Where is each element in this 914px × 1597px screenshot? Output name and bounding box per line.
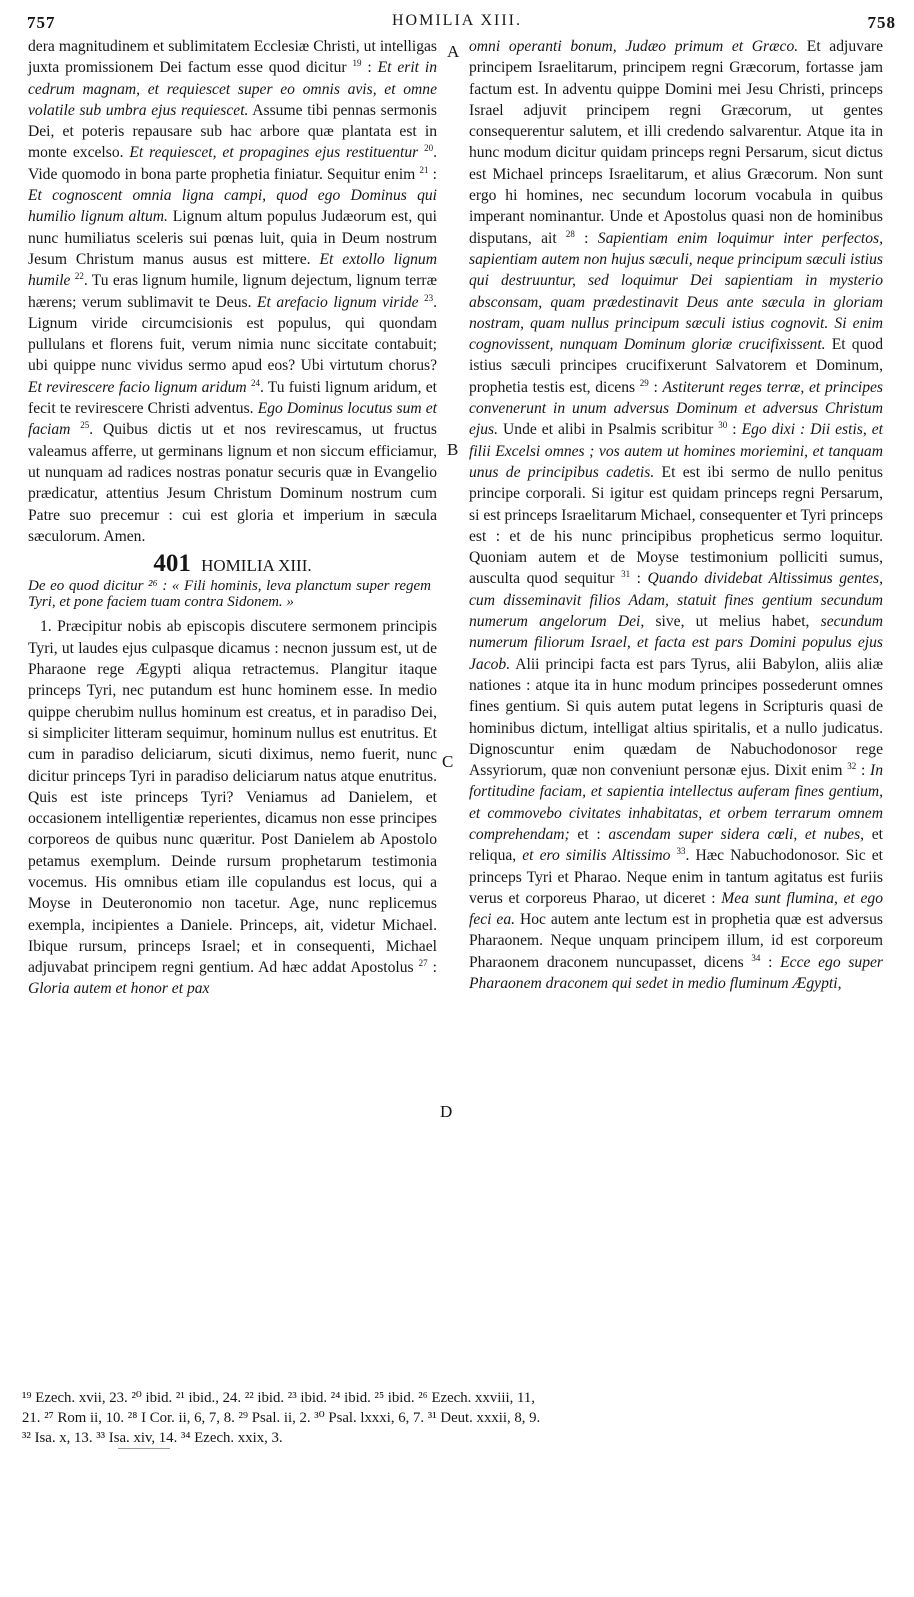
margin-letter-b: B: [447, 440, 459, 459]
homily-title: De eo quod dicitur ²⁶ : « Fili hominis, leva planctum super regem Tyri, et pone faciem tuam contra Sidonem. »: [28, 578, 431, 611]
left-column: [28, 36, 437, 1000]
footnote-line: 21. ²⁷ Rom ii, 10. ²⁸ I Cor. ii, 6, 7, 8. ²⁹ Psal. ii, 2. ³⁰ Psal. lxxxi, 6, 7. ³¹ Deut. xxxii, 8, 9.: [22, 1410, 541, 1426]
page-number-left: 757: [27, 13, 56, 32]
margin-letter-d: D: [440, 1102, 453, 1121]
margin-letter-c: C: [442, 752, 454, 771]
right-column: [469, 36, 883, 994]
left-paragraph-section-1: 1. Præcipitur nobis ab episcopis discutere sermonem principis Tyri, ut laudes ejus culpasque dicamus : necnon jussum est, ut de Pharaone rege Ægypti aliqua retractemus. Plangitur itaque princeps Tyri, nec putandum est hunc hominem esse. In medio quippe cherubim nullus hominum est creatus, et in paradiso Dei, si simpliciter litteram sequimur, hominum nullus est enutritus. Et cum in paradiso deliciarum, sicuti diximus, nemo fuerit, nunc dicitur princeps Tyri in paradiso deliciarum natus atque enutritus. Quis est iste princeps Tyri? Veniamus ad Danielem, et occasionem intelligentiæ reperientes, dicamus non esse principes corporeos de quibus nunc quæritur. Post Danielem ab Apostolo petamus exemplum. Deinde rursum prophetarum testimonia vocemus. His omnibus etiam ille copulandus est locus, qui a Moyse in Deuteronomio non tacetur. Age, nunc replicemus exempla, incipientes a Daniele. Princeps, ait, videtur Michael. Ibique rursum, princeps Israel; et in consequenti, Michael adjuvabat principem regni gentium. Ad hæc addat Apostolus $^{27}$ : Gloria autem et honor et pax: [28, 618, 438, 998]
running-title: HOMILIA XIII.: [392, 12, 522, 29]
footnote-rule: [118, 1448, 170, 1449]
margin-letter-a: A: [447, 42, 460, 61]
page-header: [0, 0, 914, 40]
homily-label: HOMILIA XIII.: [201, 556, 312, 576]
left-paragraph-continuation: dera magnitudinem et sublimitatem Ecclesiæ Christi, ut intelligas juxta promissionem Dei factum esse quod dicitur $^{19}$ : Et erit in cedrum magnam, et requiescet super eo omnis avis, et omne volatile sub umbra ejus requiescet. Assume tibi pennas sermonis Dei, et poteris repausare sub hac arbore quæ plantata est in monte excelso. Et requiescet, et propagines ejus restituentur $^{20}$. Vide quomodo in bona parte prophetia finiatur. Sequitur enim $^{21}$ : Et cognoscent omnia ligna campi, quod ego Dominus qui humilio lignum altum. Lignum altum populus Judæorum est, qui nunc humiliatus sceleris sui pœnas luit, quia in Deum nostrum Jesum Christum manus ausus est mittere. Et extollo lignum humile $^{22}$. Tu eras lignum humile, lignum dejectum, lignum terræ hærens; verum sublimavit te Deus. Et arefacio lignum viride $^{23}$. Lignum viride circumcisionis est populus, qui quondam pullulans et florens fuit, verum nimia nunc siccitate contabuit; ubi quippe nunc vividus sermo apud eos? Ubi virtutum chorus? Et revirescere facio lignum aridum $^{24}$. Tu fuisti lignum aridum, et fecit te revirescere Christi adventus. Ego Dominus locutus sum et faciam $^{25}$. Quibus dictis ut et nos revirescamus, ut fructus valeamus afferre, ut germinans lignum et non siccum efficiamur, ut nunquam ad radices nostras ponatur securis quæ in Evangelio prædicatur, attentius Jesum Christum Dominum nostrum cum Patre suo precemur : cui est gloria et imperium in sæcula sæculorum. Amen.: [28, 38, 438, 545]
footnote-line: ³² Isa. x, 13. ³³ Isa. xiv, 14. ³⁴ Ezech. xxix, 3.: [22, 1430, 283, 1446]
footnotes: [22, 1388, 888, 1448]
homily-number: 401: [153, 550, 191, 578]
homily-heading: [28, 550, 437, 578]
footnote-line: ¹⁹ Ezech. xvii, 23. ²⁰ ibid. ²¹ ibid., 24. ²² ibid. ²³ ibid. ²⁴ ibid. ²⁵ ibid. ²⁶ Ezech. xxviii, 11,: [22, 1390, 535, 1406]
page-number-right: 758: [867, 13, 896, 32]
right-paragraph: omni operanti bonum, Judæo primum et Græco. Et adjuvare principem Israelitarum, principem regni Græcorum, fortasse jam factum est. In adventu quippe Domini mei Jesu Christi, princeps Israel adjuvit principem regni Græcorum, ut gentes consequerentur salutem, et illi credendo salvarentur. Atque ita in hunc modum dicitur quidam princeps regni Persarum, sicut dictus est Michael princeps Israelitarum, et alius Græcorum. Non sunt ergo hi homines, nec secundum locorum vocabula in quibus imperant nominantur. Unde et Apostolus quasi non de hominibus disputans, ait $^{28}$ : Sapientiam enim loquimur inter perfectos, sapientiam autem non hujus sæculi, neque principum sæculi istius qui destruuntur, sed loquimur Dei sapientiam in mysterio absconsam, quam prædestinavit Deus ante sæcula in gloriam nostram, quam nullus principum sæculi istius cognovit. Si enim cognovissent, nunquam Dominum gloriæ crucifixissent. Et quod istius sæculi principes crucifixerunt Salvatorem et Dominum, prophetia testis est, dicens $^{29}$ : Astiterunt reges terræ, et principes convenerunt in unum adversus Dominum et adversus Christum ejus. Unde et alibi in Psalmis scribitur $^{30}$ : Ego dixi : Dii estis, et filii Excelsi omnes ; vos autem ut homines moriemini, et tanquam unus de principibus cadetis. Et est ibi sermo de nullo penitus principe corporali. Si igitur est quidam princeps regni Persarum, si est princeps Israelitarum Michael, consequenter et Tyri princeps est : et de his nunc principibus propheticus sermo loquitur. Quoniam autem et de Moyse testimonium polliciti sumus, ausculta quod sequitur $^{31}$ : Quando dividebat Altissimus gentes, cum disseminavit filios Adam, statuit fines gentium secundum numerum angelorum Dei, sive, ut melius habet, secundum numerum filiorum Israel, et facta est pars Domini populus ejus Jacob. Alii principi facta est pars Tyrus, alii Babylon, aliis aliæ nationes : atque ita in hunc modum principes possederunt omnes fines gentium. Si quis autem putat legens in Scripturis quasi de hominibus dictum, intelligat altius spiritalis, et a nullo judicatus. Dignoscuntur enim quædam de Nabuchodonosor rege Assyriorum, quæ non conveniunt personæ ejus. Dixit enim $^{32}$ : In fortitudine faciam, et sapientia intellectus auferam fines gentium, et commovebo civitates inhabitatas, et orbem terrarum omnem comprehendam; et : ascendam super sidera cœli, et nubes, et reliqua, et ero similis Altissimo $^{33}$. Hæc Nabuchodonosor. Sic et princeps Tyri et Pharao. Neque enim in tantum agitatus est furiis verus et corporeus Pharao, ut diceret : Mea sunt flumina, et ego feci ea. Hoc autem ante lectum est in prophetia quæ est adversus Pharaonem. Neque unquam principem illum, id est corporeum Pharaonem draconem nuncupasset, dicens $^{34}$ : Ecce ego super Pharaonem draconem qui sedet in medio fluminum Ægypti,: [469, 38, 884, 993]
